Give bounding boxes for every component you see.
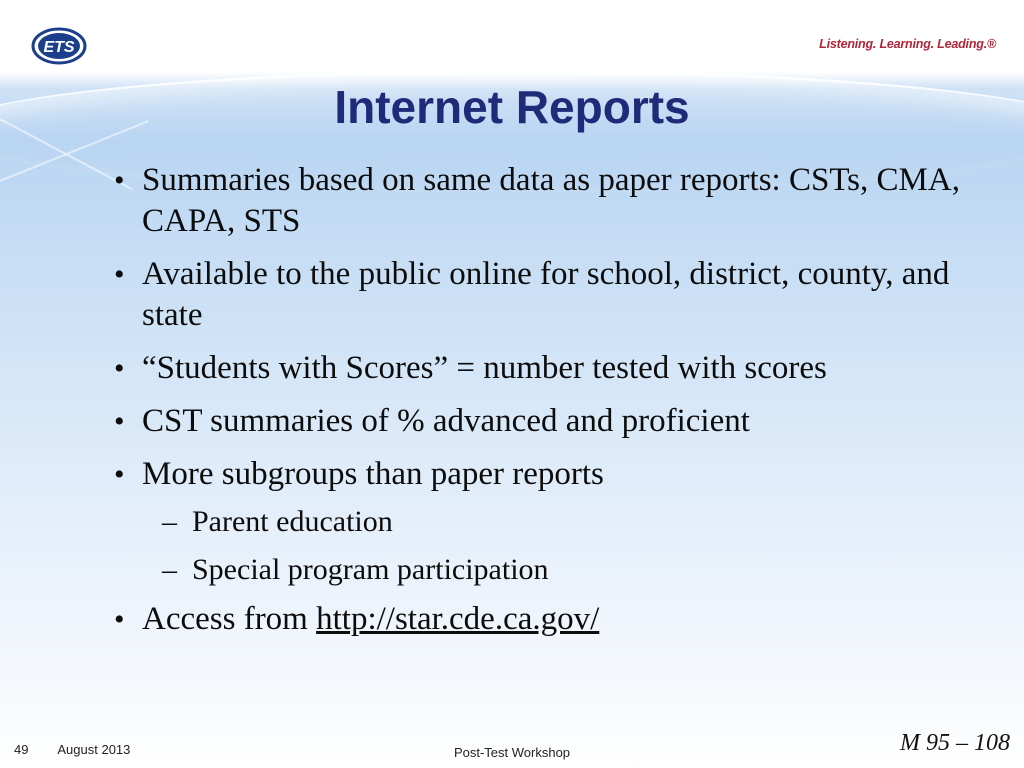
slide-title: Internet Reports [334,81,690,133]
sub-bullet-item [112,503,972,541]
bullet-marker: • [114,352,125,385]
bullet-item [112,254,972,336]
page-number: 49 [14,742,29,757]
sub-bullet-marker: – [162,505,177,538]
bullet-marker: • [114,458,125,491]
bullet-text: “Students with Scores” = number tested with scores [142,350,827,386]
cde-star-link[interactable]: http://star.cde.ca.gov/ [316,601,600,637]
footer-title: Post-Test Workshop [453,745,571,760]
bullet-text: CST summaries of % advanced and proficient [142,403,750,439]
sub-bullet-text: Special program participation [192,553,549,586]
bullet-list [112,160,972,652]
page-reference: M 95 – 108 [900,730,1010,756]
bullet-item [112,348,972,389]
footer-date: August 2013 [57,742,131,757]
bullet-item [112,454,972,495]
bullet-item [112,160,972,242]
bullet-item [112,599,972,640]
bullet-text: More subgroups than paper reports [142,456,604,492]
sub-bullet-item [112,551,972,589]
bullet-marker: • [114,258,125,291]
logo-text: ETS [43,39,75,56]
sub-bullet-text: Parent education [192,505,393,538]
bullet-marker: • [114,405,125,438]
bullet-marker: • [114,164,125,197]
sub-bullet-marker: – [162,553,177,586]
brand-tagline: Listening. Learning. Leading.® [819,37,996,51]
bullet-item [112,401,972,442]
bullet-text: Summaries based on same data as paper reports: CSTs, CMA, CAPA, STS [142,162,960,239]
bullet-text: Access from [142,601,317,637]
bullet-marker: • [114,603,125,636]
bullet-text: Available to the public online for school, district, county, and state [142,256,950,333]
ets-logo [30,26,88,66]
